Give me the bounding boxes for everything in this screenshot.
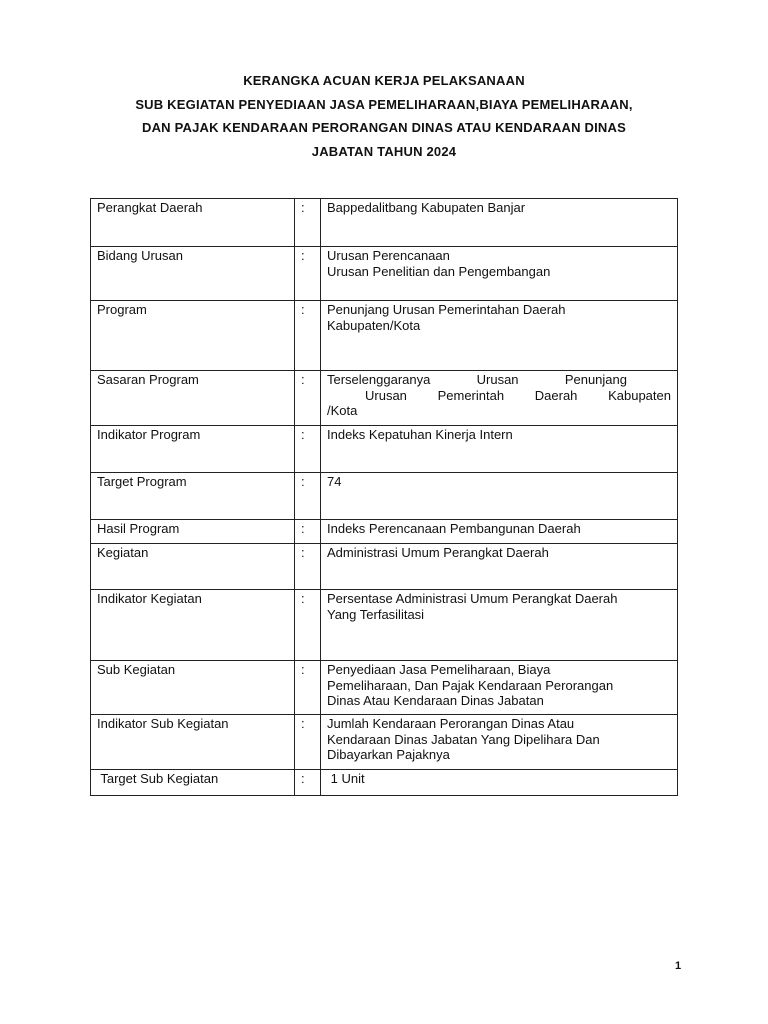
value-line: Pemeliharaan, Dan Pajak Kendaraan Perorangan [327,677,614,693]
value-line: Persentase Administrasi Umum Perangkat Daerah [327,591,618,606]
value-line: Urusan Penelitian dan Pengembangan [327,263,551,279]
value-line: Dinas Atau Kendaraan Dinas Jabatan [327,693,544,708]
table-row [91,544,678,590]
row-separator: : [295,715,321,770]
row-separator: : [295,371,321,426]
table-row [91,520,678,544]
row-value [321,371,678,426]
value-line: Kabupaten/Kota [327,317,421,333]
row-separator: : [295,544,321,590]
row-separator: : [295,473,321,520]
value-line: Yang Terfasilitasi [327,606,425,622]
row-value [321,301,678,371]
table-row [91,661,678,715]
row-label: Indikator Program [91,426,295,473]
row-value [321,590,678,661]
value-line: Dibayarkan Pajaknya [327,747,450,762]
table-row [91,473,678,520]
row-value [321,715,678,770]
row-separator: : [295,770,321,796]
value-line: Penunjang Urusan Pemerintahan Daerah [327,302,566,317]
row-separator: : [295,247,321,301]
kak-info-table [90,198,678,796]
value-line: Jumlah Kendaraan Perorangan Dinas Atau [327,716,575,731]
value-line: Penyediaan Jasa Pemeliharaan, Biaya [327,662,551,677]
table-row [91,247,678,301]
row-label: Hasil Program [91,520,295,544]
row-separator: : [295,590,321,661]
title-line-1: KERANGKA ACUAN KERJA PELAKSANAAN [243,73,525,88]
value-line: Indeks Kepatuhan Kinerja Intern [327,427,513,442]
row-separator: : [295,301,321,371]
value-line: Indeks Perencanaan Pembangunan Daerah [327,521,581,536]
table-row [91,715,678,770]
value-line: 74 [327,474,342,489]
table-row [91,770,678,796]
row-label: Target Sub Kegiatan [91,770,295,796]
row-separator: : [295,520,321,544]
document-title [0,69,768,163]
table-row [91,301,678,371]
title-line-4: JABATAN TAHUN 2024 [311,143,457,159]
table-row [91,426,678,473]
value-line: Kendaraan Dinas Jabatan Yang Dipelihara Dan [327,731,600,747]
table-row [91,199,678,247]
value-line: Terselenggaranya Urusan Penunjang [327,372,627,387]
value-line: /Kota [327,403,358,418]
row-value [321,520,678,544]
value-line: Urusan Pemerintah Daerah Kabupaten [365,387,671,403]
row-value [321,426,678,473]
row-label: Kegiatan [91,544,295,590]
row-value [321,770,678,796]
row-value [321,544,678,590]
value-line: Administrasi Umum Perangkat Daerah [327,545,549,560]
title-line-2: SUB KEGIATAN PENYEDIAAN JASA PEMELIHARAAN,BIAYA PEMELIHARAAN, [135,96,633,112]
row-label: Target Program [91,473,295,520]
row-label: Indikator Sub Kegiatan [91,715,295,770]
row-label: Sasaran Program [91,371,295,426]
row-label: Program [91,301,295,371]
value-line: Bappedalitbang Kabupaten Banjar [327,200,526,215]
row-label: Bidang Urusan [91,247,295,301]
row-label: Indikator Kegiatan [91,590,295,661]
row-value [321,247,678,301]
row-value [321,199,678,247]
row-value [321,473,678,520]
value-line: 1 Unit [327,771,365,786]
row-separator: : [295,426,321,473]
row-value [321,661,678,715]
value-line: Urusan Perencanaan [327,248,450,263]
table-row [91,371,678,426]
table-row [91,590,678,661]
row-label: Sub Kegiatan [91,661,295,715]
row-label: Perangkat Daerah [91,199,295,247]
title-line-3: DAN PAJAK KENDARAAN PERORANGAN DINAS ATAU KENDARAAN DINAS [142,120,626,135]
row-separator: : [295,199,321,247]
page-number: 1 [674,960,682,972]
row-separator: : [295,661,321,715]
